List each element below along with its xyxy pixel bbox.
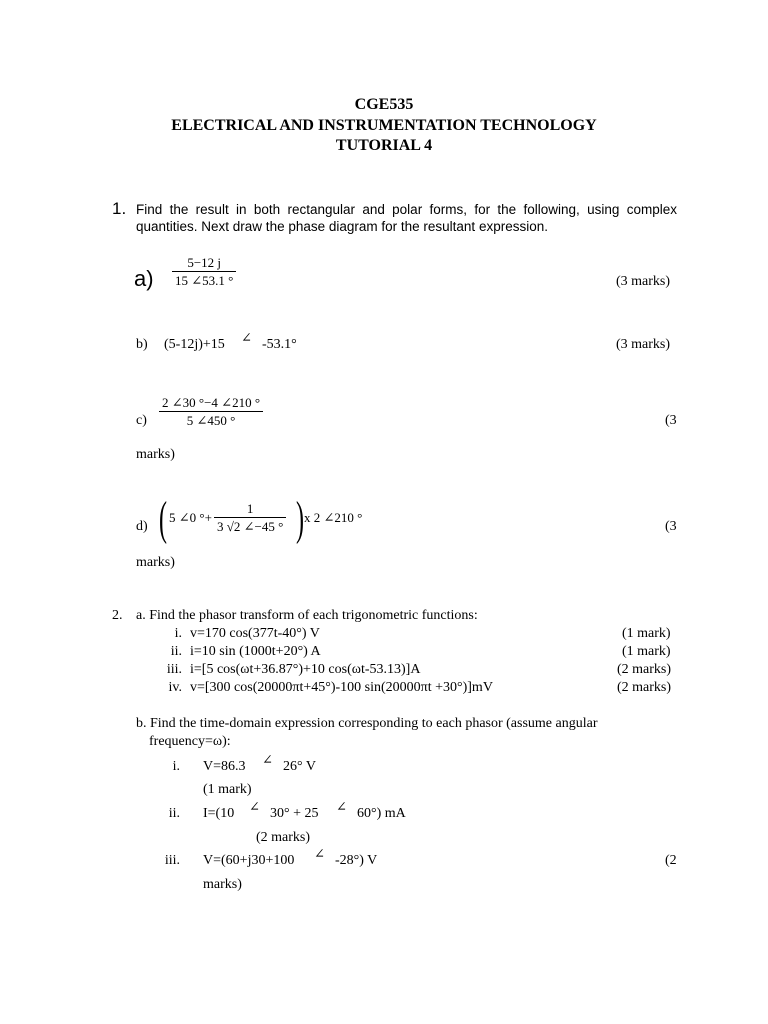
q2b-instruction-line2: frequency=ω): [149, 734, 231, 749]
q2b-item-number: ii. [168, 806, 180, 821]
q1d-label: d) [136, 519, 148, 534]
q1d-marks-open: (3 [665, 519, 677, 534]
q1b-marks: (3 marks) [616, 337, 671, 352]
q2a-item-marks: (2 marks) [617, 662, 672, 677]
q1a-fraction [172, 256, 236, 287]
q2a-instruction: a. Find the phasor transform of each trigonometric functions: [136, 608, 478, 623]
q1d-marks-close: marks) [136, 555, 175, 570]
q2a-item-text: v=[300 cos(20000πt+45°)-100 sin(20000πt +30°)]mV [190, 680, 493, 695]
q2b-i-part2: 26° V [283, 759, 316, 774]
q1a-label: a) [134, 266, 154, 291]
q1c-denominator: 5 ∠450 ° [159, 411, 263, 427]
q2a-item-text: i=[5 cos(ωt+36.87°)+10 cos(ωt-53.13)]A [190, 662, 421, 677]
q1-instruction-line2: quantities. Next draw the phase diagram for the resultant expression. [136, 219, 548, 234]
q2a-item-number: ii. [170, 644, 182, 659]
q2b-ii-part3: 60°) mA [357, 806, 406, 821]
tutorial-title: TUTORIAL 4 [335, 137, 433, 154]
q2b-iii-marks-open: (2 [665, 853, 677, 868]
q2b-instruction-line1: b. Find the time-domain expression corresponding to each phasor (assume angular [136, 716, 598, 731]
q2b-iii-marks-close: marks) [203, 877, 242, 892]
q1a-numerator: 5−12 j [187, 255, 222, 270]
q1b-label: b) [136, 337, 148, 352]
q2b-item-number: i. [172, 759, 180, 774]
q2b-iii-part2: -28°) V [335, 853, 378, 868]
q2a-item-text: i=10 sin (1000t+20°) A [190, 644, 321, 659]
q2-number: 2. [112, 608, 123, 623]
q2a-item-text: v=170 cos(377t-40°) V [190, 626, 320, 641]
q1a-denominator: 15 ∠53.1 ° [172, 271, 236, 287]
left-parenthesis: ( [159, 494, 167, 546]
course-code: CGE535 [354, 96, 414, 113]
q1c-label: c) [136, 413, 147, 428]
q2a-item-marks: (1 mark) [622, 644, 671, 659]
q2b-ii-part2: 30° + 25 [270, 806, 319, 821]
q2a-item-number: i. [174, 626, 182, 641]
q1d-denominator: 3 √2 ∠−45 ° [214, 517, 286, 533]
q2b-i-marks: (1 mark) [203, 782, 252, 797]
q1b-expression-part1: (5-12j)+15 [164, 337, 225, 352]
q1a-marks: (3 marks) [616, 274, 671, 289]
q1-instruction-line1: Find the result in both rectangular and polar forms, for the following, using complex [136, 202, 677, 217]
q2a-item-number: iii. [166, 662, 182, 677]
q1c-fraction [159, 396, 263, 427]
q1d-term1: 5 ∠0 °+ [169, 510, 212, 525]
q2b-iii-part1: V=(60+j30+100 [203, 853, 295, 868]
q2b-item-number: iii. [164, 853, 180, 868]
q2a-item-marks: (1 mark) [622, 626, 671, 641]
q2a-item-number: iv. [168, 680, 182, 695]
right-parenthesis: ) [296, 494, 304, 546]
angle-icon: ∠ [336, 799, 347, 814]
angle-icon: ∠ [262, 752, 273, 767]
q1b-expression-part2: -53.1° [262, 337, 297, 352]
q1d-fraction [214, 502, 286, 533]
q1c-marks-open: (3 [665, 413, 677, 428]
angle-icon: ∠ [241, 330, 252, 345]
q2a-item-marks: (2 marks) [617, 680, 672, 695]
q1d-numerator: 1 [246, 501, 254, 516]
document-title: ELECTRICAL AND INSTRUMENTATION TECHNOLOGY [171, 117, 597, 134]
angle-icon: ∠ [249, 799, 260, 814]
q1c-marks-close: marks) [136, 447, 175, 462]
q1d-term2: x 2 ∠210 ° [304, 510, 363, 525]
q2b-ii-part1: I=(10 [203, 806, 235, 821]
q2b-ii-marks: (2 marks) [256, 830, 311, 845]
q1-number: 1. [112, 199, 127, 218]
angle-icon: ∠ [314, 846, 325, 861]
q2b-i-part1: V=86.3 [203, 759, 246, 774]
q1c-numerator: 2 ∠30 °−4 ∠210 ° [162, 395, 261, 410]
